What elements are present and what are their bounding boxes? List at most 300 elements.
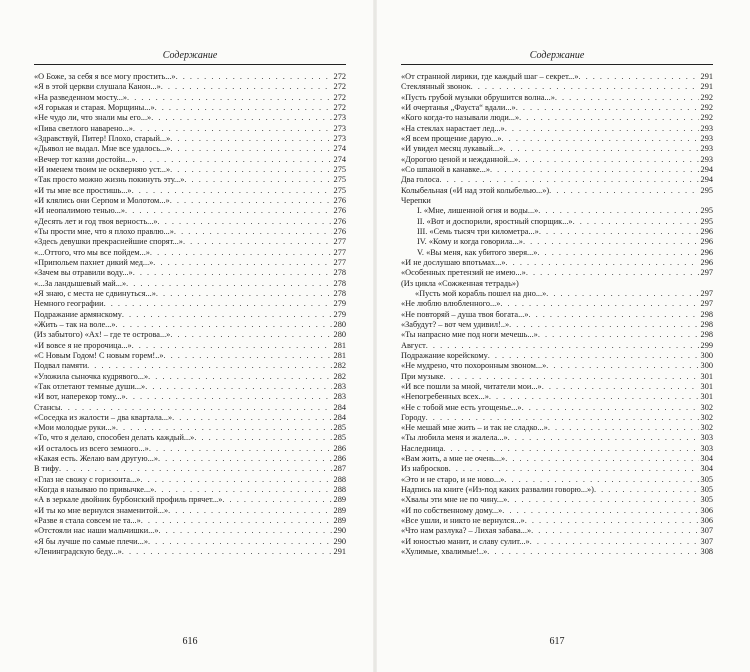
toc-entry-title: «Отстояли нас наши мальчишки...»	[34, 526, 159, 536]
toc-entry	[34, 547, 346, 557]
dot-leader	[538, 206, 698, 216]
toc-entry-page: 280	[333, 330, 346, 340]
toc-entry-title: Подражание корейскому	[401, 350, 488, 360]
toc-entry	[401, 372, 713, 382]
toc-entry-page: 276	[333, 226, 346, 236]
toc-entry	[34, 299, 346, 309]
dot-leader	[156, 289, 332, 299]
toc-entry	[401, 330, 713, 340]
dot-leader	[439, 175, 698, 185]
toc-entry	[34, 206, 346, 216]
toc-entry-title: «Я горькая и старая. Морщины...»	[34, 102, 155, 112]
toc-entry	[401, 113, 713, 123]
dot-leader	[443, 444, 698, 454]
dot-leader	[504, 475, 698, 485]
toc-entry	[34, 186, 346, 196]
page-number: 617	[549, 636, 565, 647]
toc-entry-page: 301	[700, 381, 713, 391]
dot-leader	[184, 175, 331, 185]
toc-entry-page: 289	[333, 505, 346, 515]
dot-leader	[578, 72, 698, 82]
toc-entry	[401, 495, 713, 505]
toc-entry-title: «На стеклах нарастает лед...»	[401, 123, 505, 133]
toc-entry-page: 308	[700, 547, 713, 557]
dot-leader	[488, 351, 699, 361]
toc-entry	[401, 403, 713, 413]
toc-entry	[34, 485, 346, 495]
toc-entry	[401, 547, 713, 557]
toc-entry-page: 281	[333, 340, 346, 350]
toc-entry-title: «И ты ко мне вернулся знаменитой...»	[34, 505, 169, 515]
toc-entry-title: Городу	[401, 412, 426, 422]
toc-entry-page: 293	[700, 144, 713, 154]
dot-leader	[127, 93, 332, 103]
dot-leader	[500, 299, 698, 309]
toc-entry-title: «И клялись они Серпом и Молотом...»	[34, 195, 170, 205]
toc-entry	[401, 196, 713, 206]
dot-leader	[150, 248, 332, 258]
dot-leader	[170, 134, 331, 144]
toc-entry-page: 278	[333, 278, 346, 288]
toc-entry-title: «Так просто можно жизнь покинуть эту...»	[34, 175, 185, 185]
right-page	[375, 0, 750, 672]
page-number: 616	[182, 636, 198, 647]
toc-entry-title: «Так отлетают темные души...»	[34, 381, 146, 391]
dot-leader	[546, 289, 698, 299]
toc-entry-page: 277	[333, 257, 346, 267]
toc-entry-page: 300	[700, 350, 713, 360]
toc-entry-title: «Не мудрено, что похоронным звоном...»	[401, 361, 547, 371]
toc-entry	[34, 382, 346, 392]
toc-entry-title: «Не повторяй – душа твоя богата...»	[401, 309, 529, 319]
toc-entry	[401, 464, 713, 474]
toc-entry-page: 274	[333, 144, 346, 154]
toc-entry-page: 292	[700, 113, 713, 123]
dot-leader	[126, 279, 331, 289]
dot-leader	[133, 268, 332, 278]
toc-entry-page: 290	[333, 536, 346, 546]
toc-entry-title: «Пусть грубой музыки обрушится волна...»	[401, 92, 555, 102]
toc-entry	[34, 444, 346, 454]
toc-entry-title: «Пусть мой корабль пошел на дно...»	[415, 288, 547, 298]
toc-entry	[34, 82, 346, 92]
toc-entry-page: 275	[333, 164, 346, 174]
toc-entry-title: «Ты любила меня и жалела...»	[401, 433, 508, 443]
dot-leader	[594, 485, 699, 495]
toc-entry-page: 292	[700, 92, 713, 102]
dot-leader	[519, 113, 698, 123]
dot-leader	[507, 495, 698, 505]
toc-entry	[401, 103, 713, 113]
toc-entry	[401, 93, 713, 103]
toc-entry-title: «И увидел месяц лукавый...»	[401, 144, 504, 154]
toc-entry-title: III. «Семь тысяч три километра...»	[417, 226, 539, 236]
dot-leader	[509, 320, 698, 330]
toc-entry	[34, 237, 346, 247]
toc-entry-page: 272	[333, 92, 346, 102]
toc-entry	[401, 175, 713, 185]
dot-leader	[555, 93, 699, 103]
toc-entry-title: «Мои молодые руки...»	[34, 423, 116, 433]
toc-entry-page: 307	[700, 536, 713, 546]
toc-entry	[401, 516, 713, 526]
toc-entry-title: Колыбельная («И над этой колыбелью...»)	[401, 185, 550, 195]
toc-entry-title: «Что нам разлука? – Лихая забава...»	[401, 526, 532, 536]
toc-entry-title: «И осталось из всего земного...»	[34, 443, 149, 453]
dot-leader	[526, 268, 699, 278]
toc-entry-title: «С Новым Годом! С новым горем!..»	[34, 350, 164, 360]
toc-entry	[34, 464, 346, 474]
toc-list	[401, 72, 713, 557]
toc-entry-title: I. «Мне, лишенной огня и воды...»	[417, 206, 539, 216]
dot-leader	[176, 72, 332, 82]
dot-leader	[546, 361, 698, 371]
toc-entry-page: 278	[333, 288, 346, 298]
toc-entry-page: 294	[700, 175, 713, 185]
toc-entry-page: 283	[333, 381, 346, 391]
toc-entry	[401, 279, 713, 289]
toc-entry-page: 283	[333, 392, 346, 402]
toc-entry-page: 293	[700, 123, 713, 133]
toc-entry-title: «Вечер тот казни достойн...»	[34, 154, 136, 164]
toc-entry-title: Надпись на книге («Из-под каких развалин говорю...»)	[401, 485, 594, 495]
dot-leader	[194, 433, 331, 443]
toc-entry-page: 293	[700, 154, 713, 164]
dot-leader	[122, 310, 332, 320]
toc-entry	[401, 124, 713, 134]
toc-entry	[34, 330, 346, 340]
toc-entry	[34, 392, 346, 402]
dot-leader	[542, 382, 699, 392]
toc-entry-page: 306	[700, 516, 713, 526]
toc-entry-page: 295	[700, 216, 713, 226]
toc-entry-title: Два голоса	[401, 175, 440, 185]
dot-leader	[133, 124, 332, 134]
toc-entry-page: 304	[700, 464, 713, 474]
toc-entry-page: 289	[333, 516, 346, 526]
toc-entry-title: «Я в этой церкви слушала Канон...»	[34, 82, 161, 92]
toc-entry-page: 302	[700, 412, 713, 422]
dot-leader	[140, 475, 331, 485]
toc-entry-page: 298	[700, 319, 713, 329]
toc-entry-title: «Пива светлого наварено...»	[34, 123, 133, 133]
toc-entry-page: 284	[333, 402, 346, 412]
toc-entry-title: Наследница	[401, 443, 444, 453]
toc-entry	[34, 72, 346, 82]
dot-leader	[136, 155, 332, 165]
toc-entry	[34, 433, 346, 443]
toc-entry	[34, 196, 346, 206]
toc-entry-title: «Десять лет и год твоя верность...»	[34, 216, 158, 226]
toc-entry-page: 305	[700, 485, 713, 495]
toc-entry	[34, 155, 346, 165]
toc-entry-page: 303	[700, 443, 713, 453]
toc-entry-title: «Дьявол не выдал. Мне все удалось...»	[34, 144, 171, 154]
toc-entry-title: «Особенных претензий не имею...»	[401, 268, 526, 278]
toc-entry-page: 297	[700, 299, 713, 309]
toc-entry-page: 285	[333, 433, 346, 443]
toc-entry-page: 280	[333, 319, 346, 329]
dot-leader	[516, 103, 699, 113]
toc-entry-page: 288	[333, 474, 346, 484]
toc-entry-page: 273	[333, 113, 346, 123]
toc-entry-title: «Я бы лучше по самые плечи...»	[34, 536, 148, 546]
dot-leader	[125, 206, 332, 216]
toc-entry	[401, 413, 713, 423]
dot-leader	[168, 506, 331, 516]
toc-entry-title: «То, что я делаю, способен делать каждый...»	[34, 433, 195, 443]
toc-entry	[34, 495, 346, 505]
dot-leader	[87, 361, 331, 371]
toc-entry-title: IV. «Кому и когда говорила...»	[417, 237, 523, 247]
dot-leader	[170, 144, 331, 154]
dot-leader	[538, 330, 699, 340]
toc-entry	[401, 217, 713, 227]
toc-entry-title: «Какая есть. Желаю вам другую...»	[34, 454, 158, 464]
toc-entry	[401, 485, 713, 495]
toc-entry-title: «Разве я стала совсем не та...»	[34, 516, 141, 526]
toc-entry	[401, 526, 713, 536]
toc-entry-page: 282	[333, 361, 346, 371]
dot-leader	[537, 248, 698, 258]
toc-entry	[34, 134, 346, 144]
toc-entry-page: 298	[700, 330, 713, 340]
toc-entry-title: «Я всем прощение дарую...»	[401, 133, 502, 143]
toc-entry-title: «Здесь девушки прекраснейшие спорят...»	[34, 237, 183, 247]
toc-entry-page: 293	[700, 133, 713, 143]
toc-entry	[401, 186, 713, 196]
dot-leader	[161, 82, 332, 92]
dot-leader	[116, 423, 332, 433]
toc-entry-title: Из набросков	[401, 464, 449, 474]
toc-entry	[34, 351, 346, 361]
toc-entry-page: 305	[700, 495, 713, 505]
dot-leader	[426, 413, 699, 423]
toc-entry-title: Подвал памяти	[34, 361, 88, 371]
dot-leader	[151, 113, 331, 123]
toc-entry-title: «Ты напрасно мне под ноги мечешь...»	[401, 330, 538, 340]
toc-entry-title: «Глаз не свожу с горизонта...»	[34, 474, 141, 484]
toc-entry-title: «Не чудо ли, что знали мы его...»	[34, 113, 152, 123]
toc-entry	[401, 433, 713, 443]
toc-entry	[34, 475, 346, 485]
dot-leader	[487, 547, 698, 557]
toc-entry-title: «И по собственному дому...»	[401, 505, 503, 515]
toc-entry	[401, 227, 713, 237]
toc-entry-title: «Непогребенных всех...»	[401, 392, 489, 402]
toc-entry	[401, 444, 713, 454]
toc-entry-title: «Соседка из жалости – два квартала...»	[34, 412, 173, 422]
dot-leader	[573, 217, 699, 227]
toc-entry-page: 291	[333, 547, 346, 557]
dot-leader	[449, 464, 699, 474]
toc-entry-page: 291	[700, 72, 713, 81]
toc-entry-page: 289	[333, 495, 346, 505]
toc-entry-title: «Здравствуй, Питер! Плохо, старый...»	[34, 133, 171, 143]
toc-entry	[401, 382, 713, 392]
dot-leader	[170, 196, 332, 206]
toc-entry-page: 296	[700, 226, 713, 236]
dot-leader	[148, 537, 332, 547]
toc-entry-title: «Со шпаной в канавке...»	[401, 164, 491, 174]
toc-entry-page: 294	[700, 164, 713, 174]
toc-entry-page: 277	[333, 247, 346, 257]
dot-leader	[505, 454, 698, 464]
toc-entry-title: «И все пошли за мной, читатели мои...»	[401, 381, 542, 391]
toc-entry	[401, 289, 713, 299]
toc-entry	[34, 341, 346, 351]
dot-leader	[506, 258, 699, 268]
toc-entry-page: 297	[700, 268, 713, 278]
toc-entry-page: 286	[333, 454, 346, 464]
toc-entry-page: 301	[700, 392, 713, 402]
toc-entry	[401, 82, 713, 92]
toc-entry-title: «И вот, наперекор тому...»	[34, 392, 126, 402]
toc-entry-title: «Ты прости мне, что я плохо правлю...»	[34, 226, 174, 236]
toc-entry	[401, 144, 713, 154]
toc-entry	[401, 320, 713, 330]
dot-leader	[158, 454, 332, 464]
dot-leader	[490, 165, 699, 175]
toc-entry-title: «А в зеркале двойник бурбонский профиль прячет...»	[34, 495, 223, 505]
toc-entry-title: «Дорогою ценой и нежданной...»	[401, 154, 519, 164]
toc-entry-title: «На разведенном мосту...»	[34, 92, 128, 102]
toc-entry-title: «Не мешай мне жить – и так не сладко...»	[401, 423, 548, 433]
toc-entry	[34, 144, 346, 154]
toc-entry-title: «Все ушли, и никто не вернулся...»	[401, 516, 525, 526]
toc-entry-page: 282	[333, 371, 346, 381]
toc-entry-page: 274	[333, 154, 346, 164]
toc-entry	[34, 217, 346, 227]
toc-entry	[34, 403, 346, 413]
dot-leader	[471, 82, 699, 92]
toc-entry-title: «И неопалимою тенью...»	[34, 206, 126, 216]
dot-leader	[518, 155, 698, 165]
toc-entry-page: 276	[333, 195, 346, 205]
toc-entry-page: 277	[333, 237, 346, 247]
toc-entry	[34, 103, 346, 113]
toc-entry-title: «Забудут? – вот чем удивил!..»	[401, 319, 510, 329]
dot-leader	[145, 382, 331, 392]
dot-leader	[174, 227, 332, 237]
dot-leader	[530, 537, 699, 547]
toc-entry	[401, 392, 713, 402]
toc-entry-title: Стеклянный звонок	[401, 82, 471, 92]
toc-entry	[34, 310, 346, 320]
toc-entry-title: «...Оттого, что мы все пойдем...»	[34, 247, 150, 257]
toc-entry-title: «О Боже, за себя я все могу простить...»	[34, 72, 176, 81]
toc-entry-title: «Это и не старо, и не ново...»	[401, 474, 505, 484]
toc-entry-title: «И именем твоим не оскверняю уст...»	[34, 164, 171, 174]
toc-entry	[34, 289, 346, 299]
dot-leader	[159, 526, 332, 536]
dot-leader	[508, 433, 699, 443]
dot-leader	[61, 403, 332, 413]
toc-entry-page: 298	[700, 309, 713, 319]
toc-entry-title: В тифу	[34, 464, 59, 474]
toc-entry-title: «Жить – так на воле...»	[34, 319, 116, 329]
toc-entry-page: 295	[700, 185, 713, 195]
toc-entry-title: «Ленинградскую беду...»	[34, 547, 122, 557]
dot-leader	[426, 341, 699, 351]
toc-entry	[401, 299, 713, 309]
toc-entry-title: II. «Вот и доспорили, яростный спорщик...»	[417, 216, 573, 226]
toc-entry	[401, 537, 713, 547]
toc-entry-page: 305	[700, 474, 713, 484]
dot-leader	[183, 237, 332, 247]
running-header: Содержание	[529, 50, 585, 61]
toc-entry-page: 307	[700, 526, 713, 536]
toc-entry-title: «Не люблю влюбленного...»	[401, 299, 501, 309]
dot-leader	[522, 403, 699, 413]
toc-entry-title: «Зачем вы отравили воду...»	[34, 268, 133, 278]
dot-leader	[502, 134, 699, 144]
dot-leader	[539, 227, 699, 237]
toc-entry-page: 299	[700, 340, 713, 350]
toc-list	[34, 72, 346, 557]
toc-entry-page: 301	[700, 371, 713, 381]
toc-entry	[401, 206, 713, 216]
toc-entry	[34, 413, 346, 423]
toc-entry-page: 303	[700, 433, 713, 443]
toc-entry-title: Стансы	[34, 402, 61, 412]
toc-entry-page: 300	[700, 361, 713, 371]
toc-entry	[401, 155, 713, 165]
toc-entry-page: 275	[333, 175, 346, 185]
toc-entry	[34, 175, 346, 185]
toc-entry-title: Черепки	[401, 195, 431, 205]
toc-entry-page: 306	[700, 505, 713, 515]
toc-entry-page: 279	[333, 309, 346, 319]
toc-entry-page: 292	[700, 102, 713, 112]
toc-entry-title: «И не дослушаю впотьмах...»	[401, 257, 506, 267]
toc-entry	[401, 310, 713, 320]
toc-entry	[34, 423, 346, 433]
toc-entry	[34, 537, 346, 547]
dot-leader	[505, 124, 699, 134]
dot-leader	[170, 330, 331, 340]
toc-entry-page: 273	[333, 123, 346, 133]
toc-entry	[401, 72, 713, 82]
toc-entry	[34, 361, 346, 371]
toc-entry-title: «Когда я называю по привычке...»	[34, 485, 155, 495]
dot-leader	[170, 165, 331, 175]
toc-entry-page: 286	[333, 443, 346, 453]
toc-entry-page: 284	[333, 412, 346, 422]
toc-entry-title: Немного географии	[34, 299, 104, 309]
toc-entry-title: (Из забытого) «Ах! – где те острова...»	[34, 330, 171, 340]
toc-entry-title: «И юностью манит, и славу сулит...»	[401, 536, 530, 546]
toc-entry-page: 278	[333, 268, 346, 278]
dot-leader	[502, 506, 698, 516]
toc-entry-page: 281	[333, 350, 346, 360]
toc-entry-page: 295	[700, 206, 713, 216]
toc-entry-title: «Вам жить, а мне не очень...»	[401, 454, 506, 464]
toc-entry-page: 291	[700, 82, 713, 92]
toc-entry-page: 272	[333, 82, 346, 92]
toc-entry	[34, 320, 346, 330]
toc-entry-page: 302	[700, 423, 713, 433]
dot-leader	[153, 258, 331, 268]
dot-leader	[164, 351, 332, 361]
toc-entry	[401, 134, 713, 144]
toc-entry-page: 276	[333, 206, 346, 216]
toc-entry	[34, 93, 346, 103]
toc-entry	[401, 475, 713, 485]
dot-leader	[132, 186, 332, 196]
toc-entry	[34, 165, 346, 175]
toc-entry-page: 287	[333, 464, 346, 474]
